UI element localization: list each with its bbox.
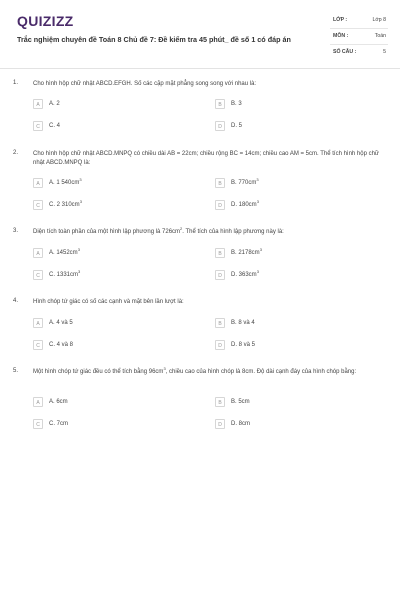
option-text: D. $363cm^3$ <box>231 269 259 278</box>
option-text: B. $2178cm^3$ <box>231 247 262 256</box>
info-row-class <box>330 13 388 29</box>
info-value: Toán <box>374 33 386 39</box>
info-label: LỚP : <box>333 17 348 23</box>
question-number: 4. <box>13 298 19 304</box>
header-divider <box>0 68 400 69</box>
option-text: A. 4 và 5 <box>49 320 73 326</box>
info-label: MÔN : <box>333 33 349 39</box>
option-text: D. $180cm^3$ <box>231 199 259 208</box>
option-letter-badge: C <box>33 121 43 131</box>
option-letter-badge: A <box>33 178 43 188</box>
info-value: Lớp 8 <box>372 17 386 23</box>
question-text: Một hình chóp tứ giác đều có thể tích bằng $96cm^3$, chiều cao của hình chóp là 8cm. Độ dài cạnh đáy của hình chóp bằng: <box>33 366 357 375</box>
option-letter-badge: C <box>33 200 43 210</box>
option-letter-badge: B <box>215 318 225 328</box>
question-text: Hình chóp tứ giác có số các cạnh và mặt bên lần lượt là: <box>33 299 184 305</box>
option-text: C. 2 $310cm^3$ <box>49 199 82 208</box>
question-number: 5. <box>13 368 19 374</box>
question-number: 1. <box>13 80 19 86</box>
option-letter-badge: A <box>33 248 43 258</box>
option-text: A. 6cm <box>49 399 68 405</box>
worksheet-title: Trắc nghiệm chuyên đề Toán 8 Chủ đề 7: Đề kiểm tra 45 phút_ đề số 1 có đáp án <box>17 35 291 44</box>
option-letter-badge: B <box>215 248 225 258</box>
info-label: SỐ CÂU : <box>333 49 357 55</box>
option-text: D. 8 và 5 <box>231 342 256 348</box>
option-text: C. 4 <box>49 123 61 129</box>
option-text: B. $770cm^3$ <box>231 177 259 186</box>
option-text: C. 4 và 8 <box>49 342 74 348</box>
option-text: C. $1331cm^3$ <box>49 269 81 278</box>
option-letter-badge: C <box>33 419 43 429</box>
info-row-count <box>330 45 388 60</box>
option-letter-badge: C <box>33 340 43 350</box>
option-text: D. 8cm <box>231 421 251 427</box>
option-text: B. 5cm <box>231 399 250 405</box>
option-text: A. 1 $540cm^3$ <box>49 177 82 186</box>
option-letter-badge: D <box>215 419 225 429</box>
question-text: Cho hình hộp chữ nhật ABCD.MNPQ có chiều dài AB = 22cm; chiều rộng BC = 14cm; chiều cao AM = 5cm. Thể tích hình hộp chữ nhật ABCD.MNPQ là: <box>33 151 379 166</box>
option-text: B. 8 và 4 <box>231 320 255 326</box>
option-letter-badge: A <box>33 318 43 328</box>
quizizz-logo: QUIZIZZ <box>17 13 74 29</box>
option-letter-badge: C <box>33 270 43 280</box>
option-text: C. 7cm <box>49 421 69 427</box>
info-row-subject <box>330 29 388 45</box>
option-text: A. 2 <box>49 101 60 107</box>
option-letter-badge: D <box>215 270 225 280</box>
question-text: Cho hình hộp chữ nhật ABCD.EFGH. Số các cặp mặt phẳng song song với nhau là: <box>33 81 257 87</box>
option-text: B. 3 <box>231 101 242 107</box>
question-text: Diện tích toàn phần của một hình lập phương là $726cm^2$. Thể tích của hình lập phương này là: <box>33 226 284 235</box>
info-box <box>330 13 388 60</box>
option-letter-badge: D <box>215 121 225 131</box>
option-letter-badge: A <box>33 99 43 109</box>
question-number: 2. <box>13 150 19 156</box>
option-text: A. $1452cm^3$ <box>49 247 80 256</box>
option-letter-badge: B <box>215 397 225 407</box>
option-text: D. 5 <box>231 123 243 129</box>
option-letter-badge: B <box>215 178 225 188</box>
info-value: 5 <box>383 49 386 55</box>
option-letter-badge: A <box>33 397 43 407</box>
option-letter-badge: D <box>215 340 225 350</box>
question-number: 3. <box>13 228 19 234</box>
option-letter-badge: D <box>215 200 225 210</box>
option-letter-badge: B <box>215 99 225 109</box>
